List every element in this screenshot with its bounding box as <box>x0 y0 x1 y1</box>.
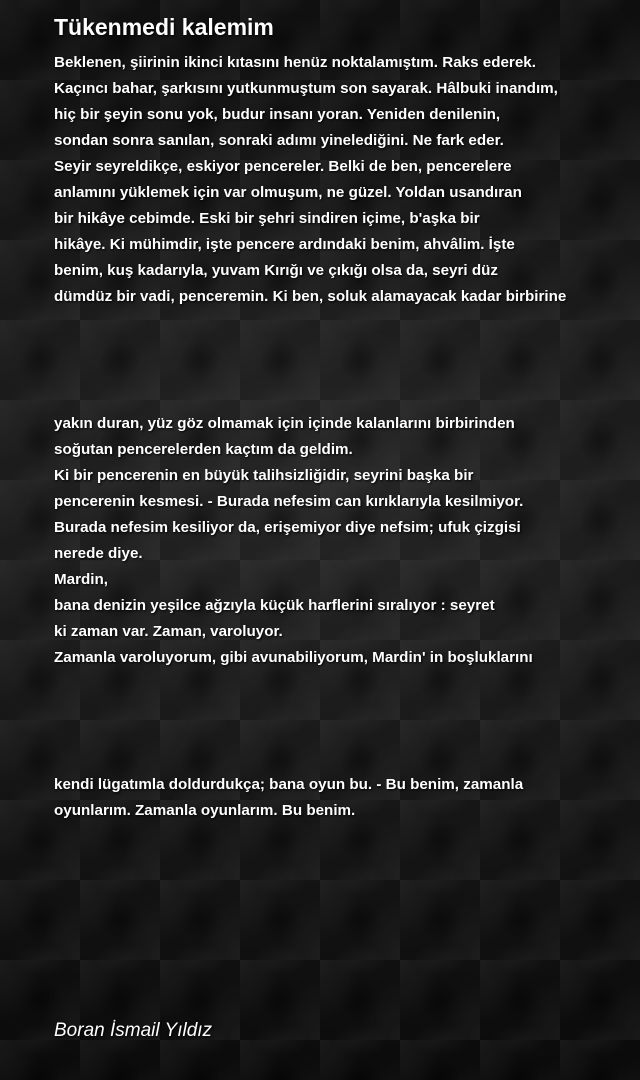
poem-line: bir hikâye cebimde. Eski bir şehri sindiren içime, b'aşka bir <box>54 210 480 227</box>
poem-line: Seyir seyreldikçe, eskiyor pencereler. Belki de ben, pencerelere <box>54 158 512 175</box>
poem-line: nerede diye. <box>54 545 143 562</box>
poem-stanza-3 <box>54 772 634 824</box>
poem-line: Zamanla varoluyorum, gibi avunabiliyorum, Mardin' in boşluklarını <box>54 649 533 666</box>
poem-line: sondan sonra sanılan, sonraki adımı yinelediğini. Ne fark eder. <box>54 132 504 149</box>
poem-line: kendi lügatımla doldurdukça; bana oyun bu. - Bu benim, zamanla <box>54 776 524 793</box>
poem-line: pencerenin kesmesi. - Burada nefesim can kırıklarıyla kesilmiyor. <box>54 493 524 510</box>
poem-line: bana denizin yeşilce ağzıyla küçük harflerini sıralıyor : seyret <box>54 597 495 614</box>
poem-line: oyunlarım. Zamanla oyunlarım. Bu benim. <box>54 802 356 819</box>
poem-line: benim, kuş kadarıyla, yuvam Kırığı ve çıkığı olsa da, seyri düz <box>54 262 498 279</box>
poem-line: ki zaman var. Zaman, varoluyor. <box>54 623 283 640</box>
poem-line: anlamını yüklemek için var olmuşum, ne güzel. Yoldan usandıran <box>54 184 522 201</box>
poem-stanza-1 <box>54 50 634 310</box>
poem-line: soğutan pencerelerden kaçtım da geldim. <box>54 441 353 458</box>
poem-line: hikâye. Ki mühimdir, işte pencere ardındaki benim, ahvâlim. İşte <box>54 236 515 253</box>
poem-line: Beklenen, şiirinin ikinci kıtasını henüz noktalamıştım. Raks ederek. <box>54 54 536 71</box>
poem-author: Boran İsmail Yıldız <box>54 1020 213 1041</box>
poem-line: hiç bir şeyin sonu yok, budur insanı yoran. Yeniden denilenin, <box>54 106 501 123</box>
poem-line: Burada nefesim kesiliyor da, erişemiyor diye nefsim; ufuk çizgisi <box>54 519 521 536</box>
poem-line: yakın duran, yüz göz olmamak için içinde kalanlarını birbirinden <box>54 415 515 432</box>
poem-stanza-2 <box>54 411 634 671</box>
poem-line: Ki bir pencerenin en büyük talihsizliğidir, seyrini başka bir <box>54 467 474 484</box>
poem-line: Kaçıncı bahar, şarkısını yutkunmuştum son sayarak. Hâlbuki inandım, <box>54 80 558 97</box>
poem-line: Mardin, <box>54 571 109 588</box>
poem-line: dümdüz bir vadi, penceremin. Ki ben, soluk alamayacak kadar birbirine <box>54 288 567 305</box>
poem-title: Tükenmedi kalemim <box>54 14 274 40</box>
